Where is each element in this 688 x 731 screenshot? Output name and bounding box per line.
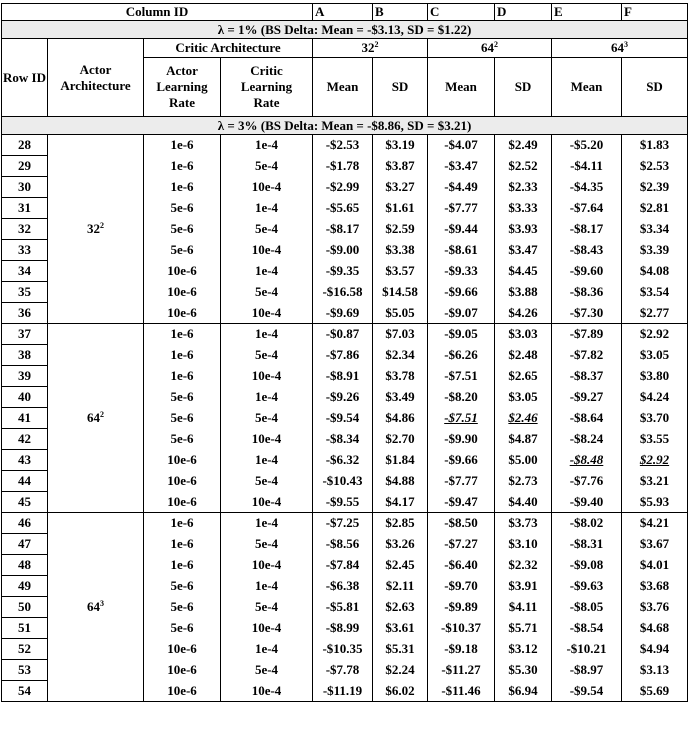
mean-header-e: Mean xyxy=(552,58,622,117)
mean-c-cell: -$9.90 xyxy=(428,429,495,450)
row-id-cell: 43 xyxy=(2,450,48,471)
sd-f-cell: $3.34 xyxy=(622,219,688,240)
column-letter-c: C xyxy=(428,4,495,21)
critic-learning-rate-cell: 10e-4 xyxy=(221,492,313,513)
sd-b-cell: $2.45 xyxy=(373,555,428,576)
table-body xyxy=(2,4,688,702)
mean-c-cell: -$9.70 xyxy=(428,576,495,597)
sd-header-f: SD xyxy=(622,58,688,117)
sd-f-cell: $4.08 xyxy=(622,261,688,282)
critic-learning-rate-cell: 10e-4 xyxy=(221,555,313,576)
actor-learning-rate-cell: 10e-6 xyxy=(144,492,221,513)
sd-d-cell: $2.46 xyxy=(495,408,552,429)
critic-learning-rate-cell: 5e-4 xyxy=(221,597,313,618)
mean-c-cell: -$6.40 xyxy=(428,555,495,576)
row-id-cell: 45 xyxy=(2,492,48,513)
actor-learning-rate-cell: 10e-6 xyxy=(144,261,221,282)
actor-learning-rate-cell: 1e-6 xyxy=(144,156,221,177)
sd-d-cell: $4.40 xyxy=(495,492,552,513)
mean-c-cell: -$9.47 xyxy=(428,492,495,513)
critic-learning-rate-cell: 5e-4 xyxy=(221,534,313,555)
actor-learning-rate-cell: 1e-6 xyxy=(144,513,221,534)
actor-arch-base: 64 xyxy=(87,599,100,614)
table-row xyxy=(2,135,688,156)
actor-learning-rate-header xyxy=(144,58,221,117)
actor-learning-rate-cell: 5e-6 xyxy=(144,597,221,618)
mean-a-cell: -$7.78 xyxy=(313,660,373,681)
actor-learning-rate-cell: 1e-6 xyxy=(144,177,221,198)
actor-learning-rate-cell: 1e-6 xyxy=(144,135,221,156)
sd-b-cell: $2.70 xyxy=(373,429,428,450)
sd-b-cell: $3.19 xyxy=(373,135,428,156)
actor-learning-rate-cell: 1e-6 xyxy=(144,366,221,387)
actor-learning-rate-cell: 1e-6 xyxy=(144,555,221,576)
sd-b-cell: $3.78 xyxy=(373,366,428,387)
sd-d-cell: $2.52 xyxy=(495,156,552,177)
mean-c-cell: -$7.51 xyxy=(428,366,495,387)
sd-d-cell: $4.87 xyxy=(495,429,552,450)
critic-learning-rate-cell: 5e-4 xyxy=(221,471,313,492)
mean-e-cell: -$8.24 xyxy=(552,429,622,450)
critic-learning-rate-label: Critic Learning Rate xyxy=(240,63,293,110)
mean-e-cell: -$8.05 xyxy=(552,597,622,618)
actor-arch-exp: 2 xyxy=(100,221,104,230)
mean-a-cell: -$6.32 xyxy=(313,450,373,471)
actor-learning-rate-cell: 5e-6 xyxy=(144,240,221,261)
row-id-cell: 46 xyxy=(2,513,48,534)
sd-b-cell: $3.26 xyxy=(373,534,428,555)
row-id-cell: 47 xyxy=(2,534,48,555)
sd-f-cell: $4.21 xyxy=(622,513,688,534)
row-id-cell: 35 xyxy=(2,282,48,303)
sd-f-cell: $3.80 xyxy=(622,366,688,387)
column-letter-f: F xyxy=(622,4,688,21)
actor-architecture-cell xyxy=(48,324,144,513)
row-id-cell: 54 xyxy=(2,681,48,702)
sd-d-cell: $2.48 xyxy=(495,345,552,366)
sd-b-cell: $2.11 xyxy=(373,576,428,597)
sd-f-cell: $3.21 xyxy=(622,471,688,492)
row-id-cell: 37 xyxy=(2,324,48,345)
mean-e-cell: -$8.48 xyxy=(552,450,622,471)
critic-learning-rate-cell: 10e-4 xyxy=(221,240,313,261)
mean-c-cell: -$7.27 xyxy=(428,534,495,555)
critic-architecture-header: Critic Architecture xyxy=(144,39,313,58)
mean-a-cell: -$16.58 xyxy=(313,282,373,303)
mean-e-cell: -$4.11 xyxy=(552,156,622,177)
actor-learning-rate-cell: 10e-6 xyxy=(144,681,221,702)
actor-learning-rate-cell: 1e-6 xyxy=(144,345,221,366)
sd-d-cell: $5.71 xyxy=(495,618,552,639)
critic-learning-rate-cell: 5e-4 xyxy=(221,219,313,240)
mean-c-cell: -$9.89 xyxy=(428,597,495,618)
sd-header-d: SD xyxy=(495,58,552,117)
sd-f-cell: $3.55 xyxy=(622,429,688,450)
mean-c-cell: -$4.07 xyxy=(428,135,495,156)
sd-d-cell: $3.88 xyxy=(495,282,552,303)
mean-e-cell: -$8.97 xyxy=(552,660,622,681)
mean-c-cell: -$9.44 xyxy=(428,219,495,240)
sd-d-cell: $4.45 xyxy=(495,261,552,282)
mean-e-cell: -$9.08 xyxy=(552,555,622,576)
mean-e-cell: -$8.02 xyxy=(552,513,622,534)
actor-arch-exp: 2 xyxy=(100,410,104,419)
sd-f-cell: $5.69 xyxy=(622,681,688,702)
actor-architecture-label: Actor Architecture xyxy=(60,61,131,93)
sd-f-cell: $4.68 xyxy=(622,618,688,639)
actor-architecture-cell xyxy=(48,135,144,324)
sd-d-cell: $3.10 xyxy=(495,534,552,555)
mean-header-c: Mean xyxy=(428,58,495,117)
actor-learning-rate-cell: 1e-6 xyxy=(144,534,221,555)
row-id-cell: 36 xyxy=(2,303,48,324)
critic-learning-rate-cell: 10e-4 xyxy=(221,303,313,324)
mean-c-cell: -$9.66 xyxy=(428,282,495,303)
sd-f-cell: $3.39 xyxy=(622,240,688,261)
mean-e-cell: -$9.40 xyxy=(552,492,622,513)
mean-a-cell: -$1.78 xyxy=(313,156,373,177)
mean-a-cell: -$7.25 xyxy=(313,513,373,534)
sd-f-cell: $3.67 xyxy=(622,534,688,555)
mean-a-cell: -$9.00 xyxy=(313,240,373,261)
sd-f-cell: $3.13 xyxy=(622,660,688,681)
actor-arch-exp: 3 xyxy=(100,599,104,608)
column-id-label: Column ID xyxy=(2,4,313,21)
row-id-cell: 48 xyxy=(2,555,48,576)
column-letter-b: B xyxy=(373,4,428,21)
mean-a-cell: -$9.54 xyxy=(313,408,373,429)
mean-c-cell: -$8.61 xyxy=(428,240,495,261)
sd-b-cell: $3.87 xyxy=(373,156,428,177)
sd-f-cell: $3.76 xyxy=(622,597,688,618)
lambda-3-label: λ = 3% (BS Delta: Mean = -$8.86, SD = $3.21) xyxy=(2,117,688,135)
sd-f-cell: $2.92 xyxy=(622,450,688,471)
mean-c-cell: -$11.46 xyxy=(428,681,495,702)
row-id-cell: 44 xyxy=(2,471,48,492)
mean-e-cell: -$8.17 xyxy=(552,219,622,240)
critic-learning-rate-header xyxy=(221,58,313,117)
mean-a-cell: -$11.19 xyxy=(313,681,373,702)
results-table xyxy=(1,3,688,702)
sd-d-cell: $3.05 xyxy=(495,387,552,408)
lambda-3-row xyxy=(2,117,688,135)
sd-b-cell: $2.34 xyxy=(373,345,428,366)
mean-a-cell: -$9.69 xyxy=(313,303,373,324)
row-id-cell: 33 xyxy=(2,240,48,261)
critic-arch-64-2-exp: 2 xyxy=(494,40,498,49)
sd-b-cell: $2.24 xyxy=(373,660,428,681)
critic-learning-rate-cell: 10e-4 xyxy=(221,366,313,387)
mean-a-cell: -$9.35 xyxy=(313,261,373,282)
column-id-row xyxy=(2,4,688,21)
actor-learning-rate-cell: 10e-6 xyxy=(144,660,221,681)
sd-b-cell: $3.61 xyxy=(373,618,428,639)
sd-b-cell: $2.85 xyxy=(373,513,428,534)
actor-architecture-cell xyxy=(48,513,144,702)
sd-f-cell: $2.92 xyxy=(622,324,688,345)
mean-a-cell: -$6.38 xyxy=(313,576,373,597)
sd-b-cell: $2.63 xyxy=(373,597,428,618)
critic-arch-64-3-base: 64 xyxy=(611,40,624,55)
sd-b-cell: $4.88 xyxy=(373,471,428,492)
row-id-cell: 28 xyxy=(2,135,48,156)
mean-c-cell: -$9.18 xyxy=(428,639,495,660)
lambda-1-row xyxy=(2,21,688,39)
sd-header-b: SD xyxy=(373,58,428,117)
sd-d-cell: $2.32 xyxy=(495,555,552,576)
row-id-cell: 31 xyxy=(2,198,48,219)
mean-e-cell: -$8.31 xyxy=(552,534,622,555)
sd-d-cell: $6.94 xyxy=(495,681,552,702)
critic-arch-32-2-exp: 2 xyxy=(374,40,379,49)
mean-c-cell: -$10.37 xyxy=(428,618,495,639)
sd-b-cell: $1.84 xyxy=(373,450,428,471)
mean-a-cell: -$8.56 xyxy=(313,534,373,555)
mean-a-cell: -$8.17 xyxy=(313,219,373,240)
column-letter-d: D xyxy=(495,4,552,21)
sd-d-cell: $4.26 xyxy=(495,303,552,324)
mean-c-cell: -$7.77 xyxy=(428,198,495,219)
sd-b-cell: $3.38 xyxy=(373,240,428,261)
row-id-cell: 49 xyxy=(2,576,48,597)
mean-a-cell: -$8.34 xyxy=(313,429,373,450)
actor-learning-rate-cell: 10e-6 xyxy=(144,639,221,660)
mean-e-cell: -$9.27 xyxy=(552,387,622,408)
actor-learning-rate-cell: 5e-6 xyxy=(144,198,221,219)
sd-b-cell: $3.57 xyxy=(373,261,428,282)
mean-a-cell: -$7.86 xyxy=(313,345,373,366)
mean-c-cell: -$8.20 xyxy=(428,387,495,408)
sd-b-cell: $3.27 xyxy=(373,177,428,198)
row-id-cell: 38 xyxy=(2,345,48,366)
sd-b-cell: $14.58 xyxy=(373,282,428,303)
actor-learning-rate-cell: 5e-6 xyxy=(144,429,221,450)
mean-a-cell: -$5.65 xyxy=(313,198,373,219)
critic-learning-rate-cell: 1e-4 xyxy=(221,450,313,471)
row-id-cell: 51 xyxy=(2,618,48,639)
row-id-label: Row ID xyxy=(3,69,46,85)
mean-e-cell: -$7.30 xyxy=(552,303,622,324)
sd-b-cell: $5.05 xyxy=(373,303,428,324)
mean-a-cell: -$2.53 xyxy=(313,135,373,156)
column-letter-a: A xyxy=(313,4,373,21)
sd-d-cell: $2.33 xyxy=(495,177,552,198)
mean-a-cell: -$9.26 xyxy=(313,387,373,408)
sd-d-cell: $3.33 xyxy=(495,198,552,219)
sd-f-cell: $3.05 xyxy=(622,345,688,366)
mean-e-cell: -$9.63 xyxy=(552,576,622,597)
mean-e-cell: -$8.64 xyxy=(552,408,622,429)
mean-a-cell: -$8.91 xyxy=(313,366,373,387)
sd-b-cell: $4.86 xyxy=(373,408,428,429)
actor-learning-rate-cell: 5e-6 xyxy=(144,618,221,639)
sd-d-cell: $2.73 xyxy=(495,471,552,492)
actor-arch-base: 64 xyxy=(87,410,100,425)
row-id-cell: 41 xyxy=(2,408,48,429)
critic-learning-rate-cell: 1e-4 xyxy=(221,639,313,660)
critic-learning-rate-cell: 10e-4 xyxy=(221,429,313,450)
row-id-cell: 29 xyxy=(2,156,48,177)
sd-d-cell: $3.91 xyxy=(495,576,552,597)
row-id-cell: 32 xyxy=(2,219,48,240)
critic-learning-rate-cell: 10e-4 xyxy=(221,681,313,702)
sd-b-cell: $3.49 xyxy=(373,387,428,408)
sd-d-cell: $3.73 xyxy=(495,513,552,534)
row-id-cell: 30 xyxy=(2,177,48,198)
critic-arch-64-3 xyxy=(552,39,688,58)
mean-c-cell: -$11.27 xyxy=(428,660,495,681)
sd-b-cell: $7.03 xyxy=(373,324,428,345)
sd-d-cell: $4.11 xyxy=(495,597,552,618)
row-id-header xyxy=(2,39,48,117)
critic-learning-rate-cell: 1e-4 xyxy=(221,513,313,534)
lambda-1-label: λ = 1% (BS Delta: Mean = -$3.13, SD = $1.22) xyxy=(2,21,688,39)
sd-f-cell: $4.94 xyxy=(622,639,688,660)
mean-a-cell: -$2.99 xyxy=(313,177,373,198)
mean-e-cell: -$8.36 xyxy=(552,282,622,303)
mean-a-cell: -$9.55 xyxy=(313,492,373,513)
mean-e-cell: -$8.37 xyxy=(552,366,622,387)
mean-e-cell: -$5.20 xyxy=(552,135,622,156)
mean-c-cell: -$6.26 xyxy=(428,345,495,366)
critic-arch-64-2 xyxy=(428,39,552,58)
mean-a-cell: -$7.84 xyxy=(313,555,373,576)
actor-learning-rate-cell: 10e-6 xyxy=(144,282,221,303)
mean-c-cell: -$3.47 xyxy=(428,156,495,177)
critic-architecture-row xyxy=(2,39,688,58)
sd-f-cell: $3.54 xyxy=(622,282,688,303)
sd-b-cell: $1.61 xyxy=(373,198,428,219)
mean-c-cell: -$7.51 xyxy=(428,408,495,429)
critic-arch-64-2-base: 64 xyxy=(481,40,494,55)
actor-architecture-header xyxy=(48,39,144,117)
sd-d-cell: $3.93 xyxy=(495,219,552,240)
mean-e-cell: -$4.35 xyxy=(552,177,622,198)
mean-a-cell: -$5.81 xyxy=(313,597,373,618)
critic-learning-rate-cell: 10e-4 xyxy=(221,177,313,198)
sd-b-cell: $4.17 xyxy=(373,492,428,513)
actor-arch-base: 32 xyxy=(87,221,100,236)
critic-learning-rate-cell: 1e-4 xyxy=(221,324,313,345)
table-row xyxy=(2,324,688,345)
mean-a-cell: -$0.87 xyxy=(313,324,373,345)
actor-learning-rate-cell: 10e-6 xyxy=(144,471,221,492)
row-id-cell: 52 xyxy=(2,639,48,660)
mean-c-cell: -$9.05 xyxy=(428,324,495,345)
critic-learning-rate-cell: 10e-4 xyxy=(221,618,313,639)
critic-learning-rate-cell: 5e-4 xyxy=(221,408,313,429)
mean-e-cell: -$7.82 xyxy=(552,345,622,366)
actor-learning-rate-cell: 5e-6 xyxy=(144,219,221,240)
sd-f-cell: $2.53 xyxy=(622,156,688,177)
mean-c-cell: -$9.33 xyxy=(428,261,495,282)
sd-f-cell: $3.68 xyxy=(622,576,688,597)
sd-d-cell: $5.30 xyxy=(495,660,552,681)
critic-learning-rate-cell: 5e-4 xyxy=(221,660,313,681)
mean-header-a: Mean xyxy=(313,58,373,117)
sd-d-cell: $2.49 xyxy=(495,135,552,156)
sd-d-cell: $5.00 xyxy=(495,450,552,471)
critic-learning-rate-cell: 1e-4 xyxy=(221,387,313,408)
sd-f-cell: $2.81 xyxy=(622,198,688,219)
sd-d-cell: $3.03 xyxy=(495,324,552,345)
critic-arch-32-2-base: 32 xyxy=(361,40,375,55)
mean-a-cell: -$10.35 xyxy=(313,639,373,660)
sd-f-cell: $4.24 xyxy=(622,387,688,408)
critic-learning-rate-cell: 1e-4 xyxy=(221,576,313,597)
mean-e-cell: -$7.76 xyxy=(552,471,622,492)
mean-c-cell: -$4.49 xyxy=(428,177,495,198)
row-id-cell: 40 xyxy=(2,387,48,408)
critic-learning-rate-cell: 5e-4 xyxy=(221,282,313,303)
critic-learning-rate-cell: 1e-4 xyxy=(221,261,313,282)
mean-a-cell: -$8.99 xyxy=(313,618,373,639)
sd-f-cell: $2.39 xyxy=(622,177,688,198)
sd-f-cell: $1.83 xyxy=(622,135,688,156)
sd-f-cell: $3.70 xyxy=(622,408,688,429)
mean-e-cell: -$9.60 xyxy=(552,261,622,282)
column-letter-e: E xyxy=(552,4,622,21)
sd-d-cell: $3.47 xyxy=(495,240,552,261)
row-id-cell: 34 xyxy=(2,261,48,282)
critic-learning-rate-cell: 1e-4 xyxy=(221,135,313,156)
actor-learning-rate-cell: 1e-6 xyxy=(144,324,221,345)
sd-f-cell: $2.77 xyxy=(622,303,688,324)
table-row xyxy=(2,513,688,534)
row-id-cell: 53 xyxy=(2,660,48,681)
actor-learning-rate-label: Actor Learning Rate xyxy=(156,63,208,110)
mean-c-cell: -$7.77 xyxy=(428,471,495,492)
mean-c-cell: -$8.50 xyxy=(428,513,495,534)
actor-learning-rate-cell: 5e-6 xyxy=(144,576,221,597)
mean-e-cell: -$7.64 xyxy=(552,198,622,219)
mean-c-cell: -$9.66 xyxy=(428,450,495,471)
critic-arch-64-3-exp: 3 xyxy=(624,40,628,49)
mean-e-cell: -$10.21 xyxy=(552,639,622,660)
sd-f-cell: $4.01 xyxy=(622,555,688,576)
actor-learning-rate-cell: 5e-6 xyxy=(144,387,221,408)
mean-e-cell: -$9.54 xyxy=(552,681,622,702)
row-id-cell: 50 xyxy=(2,597,48,618)
row-id-cell: 42 xyxy=(2,429,48,450)
mean-e-cell: -$8.54 xyxy=(552,618,622,639)
sd-b-cell: $5.31 xyxy=(373,639,428,660)
mean-e-cell: -$8.43 xyxy=(552,240,622,261)
sd-d-cell: $2.65 xyxy=(495,366,552,387)
critic-learning-rate-cell: 1e-4 xyxy=(221,198,313,219)
sd-b-cell: $2.59 xyxy=(373,219,428,240)
mean-a-cell: -$10.43 xyxy=(313,471,373,492)
sd-f-cell: $5.93 xyxy=(622,492,688,513)
results-table-container xyxy=(1,3,687,702)
critic-arch-32-2 xyxy=(313,39,428,58)
actor-learning-rate-cell: 5e-6 xyxy=(144,408,221,429)
row-id-cell: 39 xyxy=(2,366,48,387)
actor-learning-rate-cell: 10e-6 xyxy=(144,450,221,471)
sd-b-cell: $6.02 xyxy=(373,681,428,702)
critic-learning-rate-cell: 5e-4 xyxy=(221,156,313,177)
actor-learning-rate-cell: 10e-6 xyxy=(144,303,221,324)
critic-learning-rate-cell: 5e-4 xyxy=(221,345,313,366)
mean-e-cell: -$7.89 xyxy=(552,324,622,345)
sd-d-cell: $3.12 xyxy=(495,639,552,660)
mean-c-cell: -$9.07 xyxy=(428,303,495,324)
